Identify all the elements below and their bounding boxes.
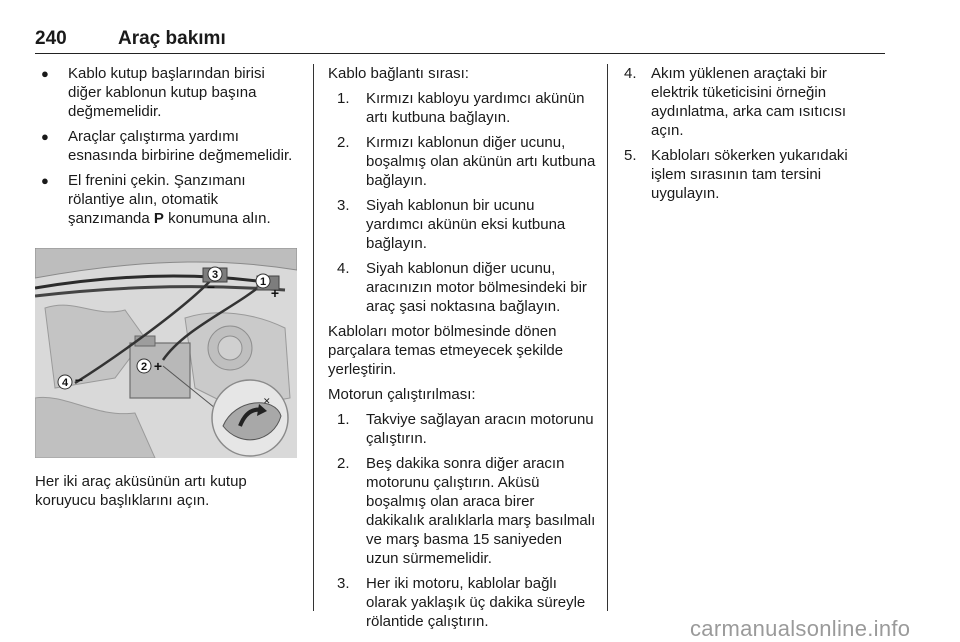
label-plus-2: + <box>153 358 163 374</box>
step-number: 4. <box>624 65 637 82</box>
bullet-item <box>35 171 297 228</box>
step-item <box>337 454 596 568</box>
bullet-item <box>35 64 297 121</box>
start-steps <box>328 410 596 631</box>
column-right <box>624 64 874 209</box>
continued-steps <box>624 64 874 203</box>
watermark: carmanualsonline.info <box>690 616 911 641</box>
step-number: 1. <box>337 90 350 107</box>
step-number: 1. <box>337 411 350 428</box>
step-number: 2. <box>337 134 350 151</box>
step-text: Kırmızı kabloyu yardımcı akünün artı kutbuna bağlayın. <box>366 90 585 126</box>
bullet-item <box>35 127 297 165</box>
bullet-text-after: konumuna alın. <box>163 210 271 227</box>
label-1: 1 <box>259 276 267 288</box>
cable-paragraph: Kabloları motor bölmesinde dönen parçalara temas etmeyecek şekilde yerleştirin. <box>328 323 564 378</box>
step-number: 3. <box>337 575 350 592</box>
step-number: 5. <box>624 147 637 164</box>
step-number: 3. <box>337 197 350 214</box>
label-3: 3 <box>211 269 219 281</box>
gear-position-p: P <box>153 210 164 227</box>
bullet-dot-icon: ● <box>41 173 49 188</box>
step-text: Siyah kablonun diğer ucunu, aracınızın motor bölmesindeki bir araç şasi noktasına bağlayın. <box>366 260 587 315</box>
column-divider <box>313 64 314 611</box>
label-minus: − <box>206 279 216 295</box>
bullet-text: Kablo kutup başlarından birisi diğer kablonun kutup başına değmemelidir. <box>68 65 265 120</box>
engine-bay-drawing <box>35 248 297 458</box>
step-text: Takviye sağlayan aracın motorunu çalıştırın. <box>366 411 594 447</box>
step-item <box>337 410 596 448</box>
battery-illustration <box>35 248 297 458</box>
figure-caption: Her iki araç aküsünün artı kutup koruyucu başlıklarını açın. <box>35 473 247 509</box>
label-2: 2 <box>140 361 148 373</box>
step-item <box>337 259 596 316</box>
step-text: Beş dakika sonra diğer aracın motorunu çalıştırın. Aküsü boşalmış olan araca birer dakikalık aralıklarla marş basılmalı ve marş basma 15 saniyeden uzun sürmemelidir. <box>366 455 596 567</box>
step-item <box>337 133 596 190</box>
step-item <box>337 89 596 127</box>
column-middle <box>328 64 596 637</box>
label-plus: + <box>270 285 280 301</box>
step-text: Kabloları sökerken yukarıdaki işlem sırasının tam tersini uygulayın. <box>651 147 848 202</box>
bullet-text-before: El frenini çekin. Şanzımanı rölantiye alın, otomatik şanzımanda <box>68 172 246 227</box>
step-text: Kırmızı kablonun diğer ucunu, boşalmış olan akünün artı kutbuna bağlayın. <box>366 134 596 189</box>
header-rule <box>35 53 885 54</box>
column-left <box>35 64 297 234</box>
step-item <box>624 146 874 203</box>
step-number: 2. <box>337 455 350 472</box>
section-heading: Kablo bağlantı sırası: <box>328 65 469 82</box>
bullet-list <box>35 64 297 228</box>
bullet-text: Araçlar çalıştırma yardımı esnasında birbirine değmemelidir. <box>68 128 293 164</box>
step-text: Siyah kablonun bir ucunu yardımcı akünün eksi kutbuna bağlayın. <box>366 197 566 252</box>
bullet-dot-icon: ● <box>41 66 49 81</box>
label-minus-2: − <box>74 372 84 388</box>
svg-text:✕: ✕ <box>263 397 271 407</box>
step-number: 4. <box>337 260 350 277</box>
page-number: 240 <box>35 28 67 49</box>
step-text: Akım yüklenen araçtaki bir elektrik tüketicisini örneğin aydınlatma, arka cam ısıtıcısı açın. <box>651 65 847 139</box>
step-text: Her iki motoru, kablolar bağlı olarak yaklaşık üç dakika süreyle rölantide çalıştırın. <box>366 575 586 630</box>
bullet-dot-icon: ● <box>41 129 49 144</box>
connection-steps <box>328 89 596 316</box>
step-item <box>624 64 874 140</box>
label-4: 4 <box>61 377 69 389</box>
step-item <box>337 196 596 253</box>
section-heading: Motorun çalıştırılması: <box>328 386 476 403</box>
page-header <box>35 28 885 54</box>
column-divider <box>607 64 608 611</box>
page-title: Araç bakımı <box>118 28 226 49</box>
step-item <box>337 574 596 631</box>
